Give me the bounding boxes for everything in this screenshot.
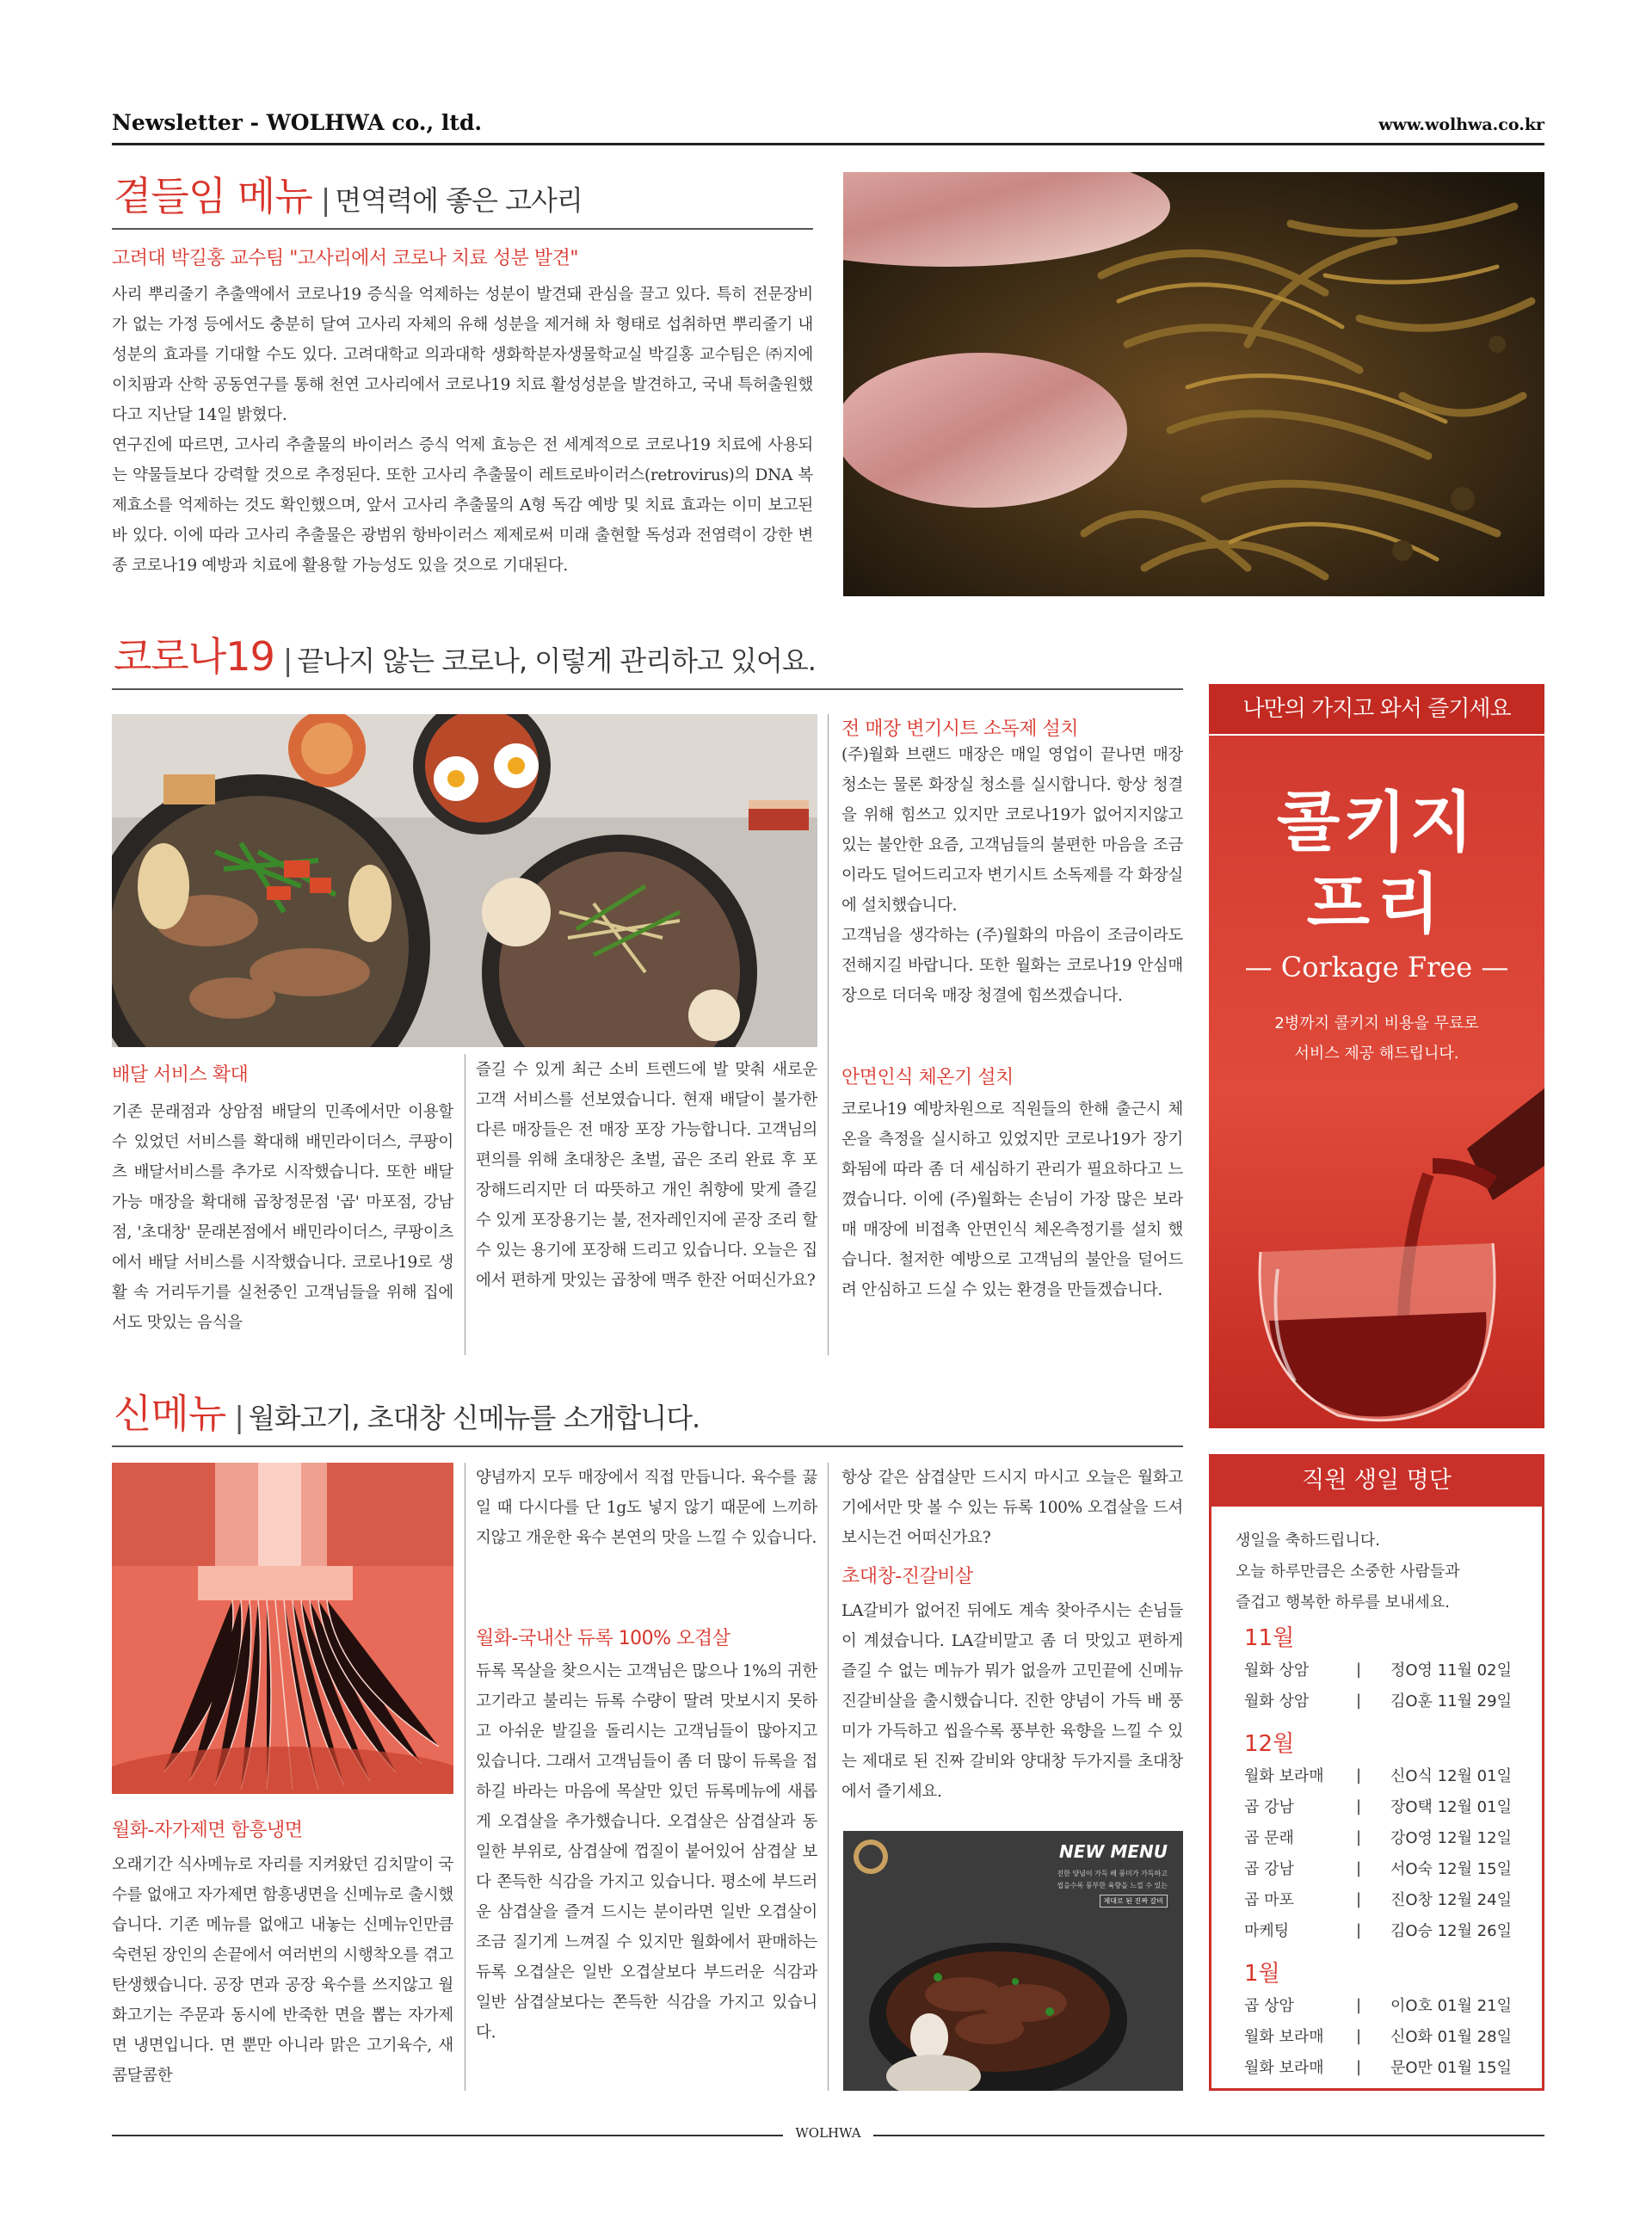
store-name: 월화 보라매 <box>1244 2059 1324 2077</box>
poster-badge: 제대로 된 진짜 갈비 <box>1100 1895 1168 1908</box>
employee-date: 김O승 12월 26일 <box>1390 1922 1512 1940</box>
birthday-row <box>1244 1852 1528 1883</box>
paragraph: 사리 뿌리줄기 추출액에서 코로나19 증식을 억제하는 성분이 발견돼 관심을 끌고 있다. 특히 전문장비가 없는 가정 등에서도 충분히 달여 고사리 자체의 유해 성분을 제거해 차 형태로 섭취하면 뿌리줄기 내 성분의 효과를 기대할 수도 있다. 고려대학교 의과대학 생화학분자생물학교실 박길홍 교수팀은 ㈜지에이치팜과 산학 공동연구를 통해 천연 고사리에서 코로나19 치료 활성성분을 발견하고, 국내 특허출원했다고 지난달 14일 밝혔다. <box>112 286 813 424</box>
footer-label: WOLHWA <box>795 2125 861 2141</box>
footer-rule-right <box>873 2135 1544 2136</box>
store-name: 곱 상암 <box>1244 1997 1294 2015</box>
store-name: 곱 마포 <box>1244 1891 1294 1909</box>
corkage-big-2: 프리 <box>1306 866 1447 942</box>
birthday-box <box>1209 1454 1544 2091</box>
birthday-intro-line: 생일을 축하드립니다. <box>1236 1532 1380 1550</box>
row-separator: | <box>1356 2057 1362 2076</box>
month-label: 1월 <box>1244 1961 1280 1987</box>
store-name: 월화 상암 <box>1244 1692 1310 1710</box>
heading-separator: | <box>320 183 330 218</box>
birthday-row <box>1244 1914 1528 1945</box>
noodle-text: 오래기간 식사메뉴로 자리를 지켜왔던 김치말이 국수를 없애고 자가제면 함흥냉면을 신메뉴로 출시했습니다. 기존 메뉴를 없애고 내놓는 신메뉴인만큼 숙련된 장인의 손끝에서 여러번의 시행착오를 겪고 탄생했습니다. 공장 면과 공장 육수를 쓰지않고 월화고기는 주문과 동시에 반죽한 면을 뽑는 자가제면 냉면입니다. 면 뿐만 아니라 맑은 고기육수, 새콤달콤한 <box>112 1856 453 2085</box>
birthday-list <box>1244 1620 1528 2082</box>
noodle-title: 월화-자가제면 함흥냉면 <box>112 1820 303 1841</box>
row-separator: | <box>1356 1858 1362 1877</box>
header-rule <box>112 143 1544 145</box>
month-label: 12월 <box>1244 1731 1295 1757</box>
footer-rule-left <box>112 2135 783 2136</box>
month-label: 11월 <box>1244 1625 1295 1651</box>
section1-body <box>112 280 813 581</box>
section2-subtitle: 끝나지 않는 코로나, 이렇게 관리하고 있어요. <box>297 644 816 677</box>
birthday-intro-line: 오늘 하루만큼은 소중한 사람들과 <box>1236 1562 1460 1581</box>
birthday-row <box>1244 1654 1528 1685</box>
header <box>112 110 1544 141</box>
birthday-row <box>1244 1821 1528 1852</box>
birthday-intro <box>1236 1525 1460 1618</box>
store-name: 마케팅 <box>1244 1922 1290 1940</box>
thermo-text: 코로나19 예방차원으로 직원들의 한해 출근시 체온을 측정을 실시하고 있었지만 코로나19가 장기화됨에 따라 좀 더 세심하기 관리가 필요하다고 느꼈습니다. 이에 (주)월화는 손님이 가장 많은 보라매 매장에 비접촉 안면인식 체온측정기를 설치 했습니다. 철저한 예방으로 고객님의 불안을 덜어드려 안심하고 드실 수 있는 환경을 만들겠습니다. <box>841 1100 1183 1299</box>
section1-subtitle: 면역력에 좋은 고사리 <box>335 184 583 217</box>
galbi-title: 초대창-진갈비살 <box>841 1566 973 1587</box>
column-divider <box>828 1463 829 2091</box>
paragraph: 고객님을 생각하는 (주)월화의 마음이 조금이라도 전해지길 바랍니다. 또한 월화는 코로나19 안심매장으로 더더욱 매장 청결에 힘쓰겠습니다. <box>841 927 1183 1005</box>
row-separator: | <box>1356 2026 1362 2045</box>
corkage-box <box>1209 684 1544 1428</box>
row-separator: | <box>1356 1660 1362 1679</box>
store-name: 월화 상암 <box>1244 1661 1310 1680</box>
section3-subtitle: 월화고기, 초대창 신메뉴를 소개합니다. <box>248 1402 700 1434</box>
delivery-text-col1: 기존 문래점과 상암점 배달의 민족에서만 이용할 수 있었던 서비스를 확대해 배민라이더스, 쿠팡이츠 배달서비스를 추가로 시작했습니다. 또한 배달 가능 매장을 확대해 곱창정문점 '곱' 마포점, 강남점, '초대창' 문래본점에서 배민라이더스, 쿠팡이츠에서 배달 서비스를 시작했습니다. 코로나19로 생활 속 거리두기를 실천중인 고객님들을 위해 집에서도 맛있는 음식을 <box>112 1103 453 1332</box>
section1-headline: 고려대 박길홍 교수팀 "고사리에서 코로나 치료 성분 발견" <box>112 248 578 269</box>
section2-heading <box>114 626 816 682</box>
employee-date: 신O화 01월 28일 <box>1390 2028 1512 2046</box>
birthday-row <box>1244 2051 1528 2082</box>
employee-date: 신O식 12월 01일 <box>1390 1767 1512 1785</box>
employee-date: 이O호 01월 21일 <box>1390 1997 1512 2015</box>
row-separator: | <box>1356 1691 1362 1710</box>
section1-rule <box>112 228 813 230</box>
section2-rule <box>112 688 1183 690</box>
poster-line-1: 진한 양념이 가득 배 풍미가 가득하고 <box>1057 1870 1168 1877</box>
website-url[interactable]: www.wolhwa.co.kr <box>1378 115 1544 134</box>
birthday-row <box>1244 1883 1528 1914</box>
noodle-text-continued: 양념까지 모두 매장에서 직접 만듭니다. 육수를 끓일 때 다시다를 단 1g도 넣지 않기 때문에 느끼하지않고 개운한 육수 본연의 맛을 느낄 수 있습니다. <box>476 1469 817 1547</box>
disinfect-title: 전 매장 변기시트 소독제 설치 <box>841 718 1078 740</box>
corkage-header: 나만의 가지고 와서 즐기세요 <box>1209 684 1544 736</box>
store-name: 월화 보라매 <box>1244 2028 1324 2046</box>
section2-title: 코로나19 <box>114 633 274 680</box>
row-separator: | <box>1356 1995 1362 2014</box>
thermo-title: 안면인식 체온기 설치 <box>841 1067 1014 1088</box>
noodle-machine-photo <box>112 1463 453 1794</box>
store-name: 곱 강남 <box>1244 1860 1294 1878</box>
employee-date: 문O만 01월 15일 <box>1390 2059 1512 2077</box>
row-separator: | <box>1356 1766 1362 1784</box>
delivery-text-col2: 즐길 수 있게 최근 소비 트렌드에 발 맞춰 새로운 고객 서비스를 선보였습니다. 현재 배달이 불가한 다른 매장들은 전 매장 포장 가능합니다. 고객님의 편의를 위해 초대창은 초벌, 곱은 조리 완료 후 포장해드리지만 더 따뜻하고 개인 취향에 맞게 즐길 수 있게 포장용기는 불, 전자레인지에 곧장 조리 할 수 있는 용기에 포장해 드리고 있습니다. 오늘은 집에서 편하게 맛있는 곱창에 맥주 한잔 어떠신가요? <box>476 1061 817 1290</box>
galbi-text: LA갈비가 없어진 뒤에도 계속 찾아주시는 손님들이 계셨습니다. LA갈비말고 좀 더 맛있고 편하게 즐길 수 없는 메뉴가 뭐가 없을까 고민끝에 신메뉴 진갈비살을 출시했습니다. 진한 양념이 가득 배 풍미가 가득하고 씹을수록 풍부한 육향을 느낄 수 있는 제대로 된 진짜 갈비와 양대창 두가지를 초대창에서 즐기세요. <box>841 1602 1183 1801</box>
employee-date: 김O훈 11월 29일 <box>1390 1692 1512 1710</box>
section3-title: 신메뉴 <box>114 1390 226 1437</box>
section1-title: 곁들임 메뉴 <box>114 173 312 219</box>
store-name: 곱 문래 <box>1244 1829 1294 1847</box>
birthday-row <box>1244 1790 1528 1821</box>
birthday-row <box>1244 1989 1528 2020</box>
employee-date: 강O영 12월 12일 <box>1390 1829 1512 1847</box>
store-name: 곱 강남 <box>1244 1798 1294 1816</box>
corkage-desc-1: 2병까지 콜키지 비용을 무료로 <box>1274 1014 1479 1032</box>
paragraph: (주)월화 브랜드 매장은 매일 영업이 끝나면 매장청소는 물론 화장실 청소를 실시합니다. 항상 청결을 위해 힘쓰고 있지만 코로나19가 없어지지않고 있는 불안한 요즘, 고객님들의 불편한 마음을 조금이라도 덜어드리고자 변기시트 소독제를 각 화장실에 설치했습니다. <box>841 746 1183 915</box>
birthday-row <box>1244 2020 1528 2051</box>
section3-heading <box>114 1383 700 1439</box>
birthday-row <box>1244 1685 1528 1716</box>
section1-heading <box>114 165 583 222</box>
heading-separator: | <box>234 1401 243 1435</box>
poster-title: NEW MENU <box>1059 1841 1168 1862</box>
delivery-title: 배달 서비스 확대 <box>112 1064 249 1086</box>
employee-date: 정O영 11월 02일 <box>1390 1661 1512 1680</box>
row-separator: | <box>1356 1920 1362 1939</box>
pork-text-continued: 항상 같은 삼겹살만 드시지 마시고 오늘은 월화고기에서만 맛 볼 수 있는 듀록 100% 오겹살을 드셔보시는건 어떠신가요? <box>841 1469 1183 1547</box>
disinfect-text <box>841 740 1183 1011</box>
birthday-title: 직원 생일 명단 <box>1211 1457 1542 1507</box>
pork-title: 월화-국내산 듀록 100% 오겹살 <box>476 1628 730 1649</box>
store-name: 월화 보라매 <box>1244 1767 1324 1785</box>
corkage-desc-2: 서비스 제공 해드립니다. <box>1294 1045 1459 1063</box>
row-separator: | <box>1356 1889 1362 1908</box>
section3-rule <box>112 1445 1183 1447</box>
paragraph: 연구진에 따르면, 고사리 추출물의 바이러스 증식 억제 효능은 전 세계적으로 코로나19 치료에 사용되는 약물들보다 강력할 것으로 추정된다. 또한 고사리 추출물이 레트로바이러스(retrovirus)의 DNA 복제효소를 억제하는 것도 확인했으며, 앞서 고사리 추출물의 A형 독감 예방 및 치료 효과는 이미 보고된 바 있다. 이에 따라 고사리 추출물은 광범위 항바이러스 제제로써 미래 출현할 독성과 전염력이 강한 변종 코로나19 예방과 치료에 활용할 가능성도 있을 것으로 기대된다. <box>112 436 813 575</box>
birthday-intro-line: 즐겁고 행복한 하루를 보내세요. <box>1236 1593 1450 1612</box>
gopchang-dishes-photo <box>112 714 817 1047</box>
new-menu-poster <box>843 1831 1183 2091</box>
heading-separator: | <box>282 644 293 678</box>
gosari-pork-photo <box>843 172 1544 596</box>
birthday-row <box>1244 1760 1528 1790</box>
newsletter-title: Newsletter - WOLHWA co., ltd. <box>112 110 483 135</box>
employee-date: 장O택 12월 01일 <box>1390 1798 1512 1816</box>
pork-text: 듀록 목살을 찾으시는 고객님은 많으나 1%의 귀한 고기라고 불리는 듀록 수량이 딸려 맛보시지 못하고 아쉬운 발길을 돌리시는 고객님들이 많아지고 있습니다. 그래서 고객님들이 좀 더 많이 듀록을 접하길 바라는 마음에 목살만 있던 듀록메뉴에 새롭게 오겹살을 추가했습니다. 오겹살은 삼겹살과 동일한 부위로, 삼겹살에 껍질이 붙어있어 삼겹살 보다 쫀득한 식감을 가지고 있습니다. 평소에 부드러운 삼겹살을 즐겨 드시는 분이라면 일반 오겹살이 조금 질기게 느껴질 수 있지만 월화에서 판매하는 듀록 오겹살은 일반 오겹살보다 부드러운 식감과 일반 삼겹살보다는 쫀득한 식감을 가지고 있습니다. <box>476 1662 817 2042</box>
poster-line-2: 씹을수록 풍부한 육향을 느낄 수 있는 <box>1057 1882 1168 1889</box>
row-separator: | <box>1356 1797 1362 1815</box>
employee-date: 서O숙 12월 15일 <box>1390 1860 1512 1878</box>
corkage-english: — Corkage Free — <box>1244 951 1509 983</box>
column-divider <box>828 714 829 1355</box>
corkage-big-1: 콜키지 <box>1276 784 1477 860</box>
employee-date: 진O창 12월 24일 <box>1390 1891 1512 1909</box>
row-separator: | <box>1356 1827 1362 1846</box>
